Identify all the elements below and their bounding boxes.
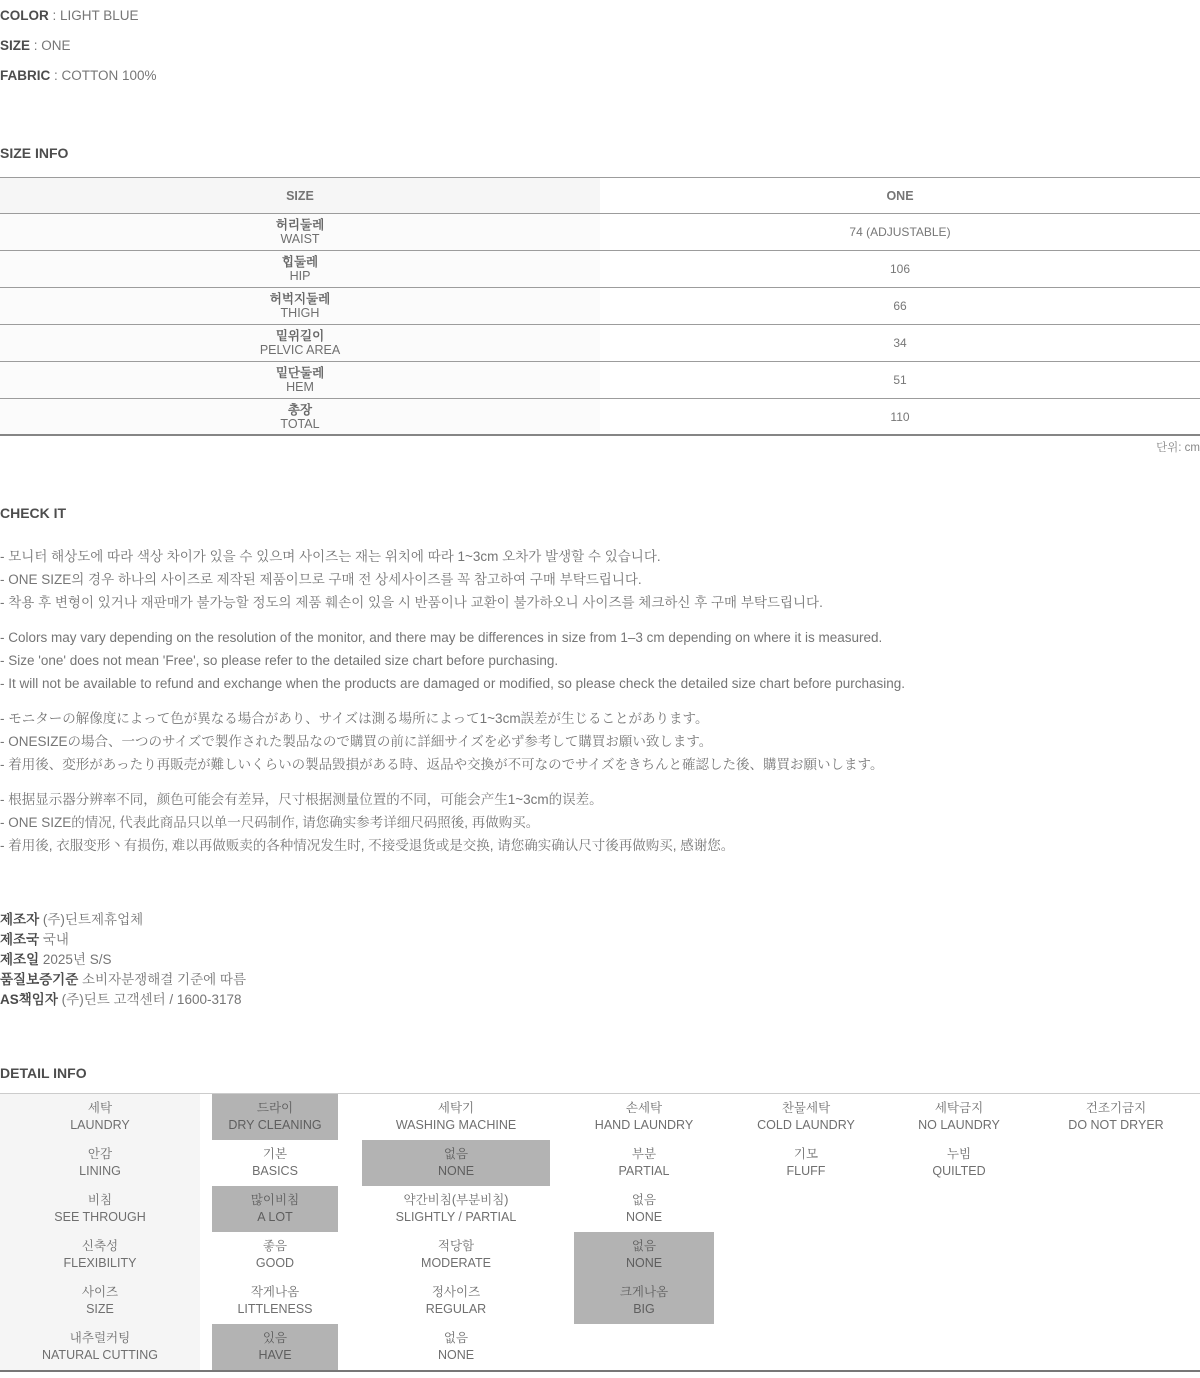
option-regular: 정사이즈 REGULAR [425,1285,487,1316]
option-basics: 기본 BASICS [252,1147,298,1178]
size-table-row-waist [0,214,1200,251]
maker-line-date [0,950,1200,970]
detail-info-table [0,1093,1200,1372]
product-specs [0,7,1200,84]
note-line: - ONE SIZE的情况, 代表此商品只以单一尺码制作, 请您确实参考详细尺码照後, 再做购买。 [0,815,540,830]
option-littleness: 작게나옴 LITTLENESS [237,1285,313,1316]
check-it-heading: CHECK IT [0,505,67,521]
maker-value: (주)딘트제휴업체 [42,912,144,927]
note-line: - 着用後, 衣服变形丶有损伤, 难以再做贩卖的各种情况发生时, 不接受退货或是交换, 请您确实确认尺寸後再做购买, 感谢您。 [0,838,735,853]
measure-name-en: HIP [289,269,311,283]
detail-label-en: NATURAL CUTTING [42,1348,158,1362]
spec-separator: : [48,8,61,23]
size-table-row-total [0,399,1200,436]
detail-label-en: SEE THROUGH [54,1210,146,1224]
detail-row-lining [0,1140,1200,1186]
measure-value: 74 (ADJUSTABLE) [600,214,1200,250]
measure-name-kr: 힙둘레 [281,255,319,269]
spec-value: LIGHT BLUE [60,8,139,23]
note-line: - ONE SIZE의 경우 하나의 사이즈로 제작된 제품이므로 구매 전 상세사이즈를 꼭 참고하여 구매 부탁드립니다. [0,572,642,587]
option-partial: 부분 PARTIAL [618,1147,670,1178]
note-line: - 着用後、変形があったり再販売が難しいくらいの製品毀損がある時、返品や交換が不可なのでサイズをきちんと確認した後、購買お願いします。 [0,757,884,772]
option-none: 없음 NONE [625,1193,663,1224]
option-washing-machine: 세탁기 WASHING MACHINE [395,1101,517,1132]
spec-label: COLOR [0,8,49,23]
spec-separator: : [30,38,42,53]
option-none: 없음 NONE [437,1331,475,1362]
measure-value: 34 [600,325,1200,361]
size-table-header-label: SIZE [0,178,600,213]
notes-japanese [0,707,1200,776]
detail-label-kr: 신축성 [81,1239,119,1253]
size-table [0,177,1200,436]
measure-name-kr: 허리둘레 [275,218,325,232]
detail-label-en: LINING [79,1164,121,1178]
measure-value: 106 [600,251,1200,287]
option-good: 좋음 GOOD [255,1239,295,1270]
unit-note: 단위: cm [1156,442,1200,454]
detail-label-kr: 세탁 [87,1101,113,1115]
note-line: - Size 'one' does not mean 'Free', so please refer to the detailed size chart before purchasing. [0,653,559,668]
detail-row-see-through [0,1186,1200,1232]
spec-label: FABRIC [0,68,51,83]
note-line: - ONESIZEの場合、一つのサイズで製作された製品なので購買の前に詳細サイズを必ず参考して購買お願い致します。 [0,734,713,749]
option-a-lot: 많이비침 A LOT [212,1186,338,1232]
spec-line-size [0,37,1200,54]
notes-english [0,626,1200,695]
detail-label-kr: 사이즈 [81,1285,119,1299]
detail-label-en: SIZE [86,1302,114,1316]
option-none: 없음 NONE [362,1140,550,1186]
detail-info-heading: DETAIL INFO [0,1065,87,1081]
note-line: - Colors may vary depending on the resolution of the monitor, and there may be differences in size from 1–3 cm depending on where it is measured. [0,630,883,645]
detail-label-en: LAUNDRY [70,1118,130,1132]
option-fluff: 기모 FLUFF [786,1147,826,1178]
check-it-notes [0,545,1200,857]
maker-value: 국내 [42,932,69,947]
spec-separator: : [50,68,62,83]
maker-value: 2025년 S/S [42,952,112,967]
notes-korean [0,545,1200,614]
maker-line-manufacturer [0,910,1200,930]
measure-name-kr: 총장 [287,402,313,417]
notes-chinese [0,788,1200,857]
spec-line-color [0,7,1200,24]
option-big: 크게나옴 BIG [574,1278,714,1324]
option-have: 있음 HAVE [212,1324,338,1370]
manufacturer-info [0,910,1200,1010]
spec-value: ONE [41,38,71,53]
note-line: - 根据显示器分辨率不同，颜色可能会有差异，尺寸根据测量位置的不同，可能会产生1~3cm的误差。 [0,792,603,807]
size-table-row-hem [0,362,1200,399]
maker-label: 품질보증기준 [0,972,79,987]
measure-value: 66 [600,288,1200,324]
note-line: - 모니터 해상도에 따라 색상 차이가 있을 수 있으며 사이즈는 재는 위치에 따라 1~3cm 오차가 발생할 수 있습니다. [0,549,661,564]
note-line: - 착용 후 변형이 있거나 재판매가 불가능할 정도의 제품 훼손이 있을 시 반품이나 교환이 불가하오니 사이즈를 체크하신 후 구매 부탁드립니다. [0,595,823,610]
maker-line-as-contact [0,990,1200,1010]
measure-name-en: THIGH [280,306,320,320]
note-line: - It will not be available to refund and exchange when the products are damaged or modified, so please check the detailed size chart before purchasing. [0,676,906,691]
detail-row-flexibility [0,1232,1200,1278]
note-line: - モニターの解像度によって色が異なる場合があり、サイズは測る場所によって1~3cm誤差が生じることがあります。 [0,711,709,726]
size-table-row-pelvic-area [0,325,1200,362]
maker-line-warranty [0,970,1200,990]
maker-label: 제조자 [0,912,40,927]
size-info-heading: SIZE INFO [0,145,69,161]
measure-name-kr: 밑단둘레 [275,366,325,380]
spec-line-fabric [0,67,1200,84]
maker-label: AS책임자 [0,992,58,1007]
size-table-header-value: ONE [600,178,1200,213]
maker-line-country [0,930,1200,950]
option-dry-cleaning: 드라이 DRY CLEANING [212,1094,338,1140]
option-none: 없음 NONE [574,1232,714,1278]
option-hand-laundry: 손세탁 HAND LAUNDRY [594,1101,694,1132]
option-quilted: 누빔 QUILTED [932,1147,986,1178]
option-moderate: 적당함 MODERATE [421,1239,491,1270]
detail-row-laundry [0,1094,1200,1140]
detail-row-natural-cutting [0,1324,1200,1370]
measure-name-en: PELVIC AREA [259,343,341,357]
measure-name-kr: 밑위길이 [275,329,325,343]
option-no-laundry: 세탁금지 NO LAUNDRY [918,1101,1000,1132]
measure-value: 51 [600,362,1200,398]
detail-label-kr: 비침 [87,1193,113,1207]
maker-value: (주)딘트 고객센터 / 1600-3178 [61,992,242,1007]
measure-name-en: WAIST [280,232,320,246]
option-slightly-partial: 약간비침(부분비침) SLIGHTLY / PARTIAL [395,1193,517,1224]
measure-name-kr: 허벅지둘레 [269,292,331,306]
size-table-header-row [0,178,1200,214]
measure-name-en: TOTAL [280,416,320,431]
measure-name-en: HEM [286,380,314,394]
detail-label-kr: 내추럴커팅 [69,1331,131,1345]
detail-label-en: FLEXIBILITY [63,1256,137,1270]
maker-label: 제조일 [0,952,40,967]
size-table-row-hip [0,251,1200,288]
maker-value: 소비자분쟁해결 기준에 따름 [82,972,247,987]
option-do-not-dryer: 건조기금지 DO NOT DRYER [1068,1101,1164,1132]
option-cold-laundry: 찬물세탁 COLD LAUNDRY [757,1101,855,1132]
measure-value: 110 [600,399,1200,434]
spec-label: SIZE [0,38,31,53]
detail-row-size [0,1278,1200,1324]
size-table-row-thigh [0,288,1200,325]
maker-label: 제조국 [0,932,40,947]
spec-value: COTTON 100% [61,68,157,83]
detail-label-kr: 안감 [87,1147,113,1161]
